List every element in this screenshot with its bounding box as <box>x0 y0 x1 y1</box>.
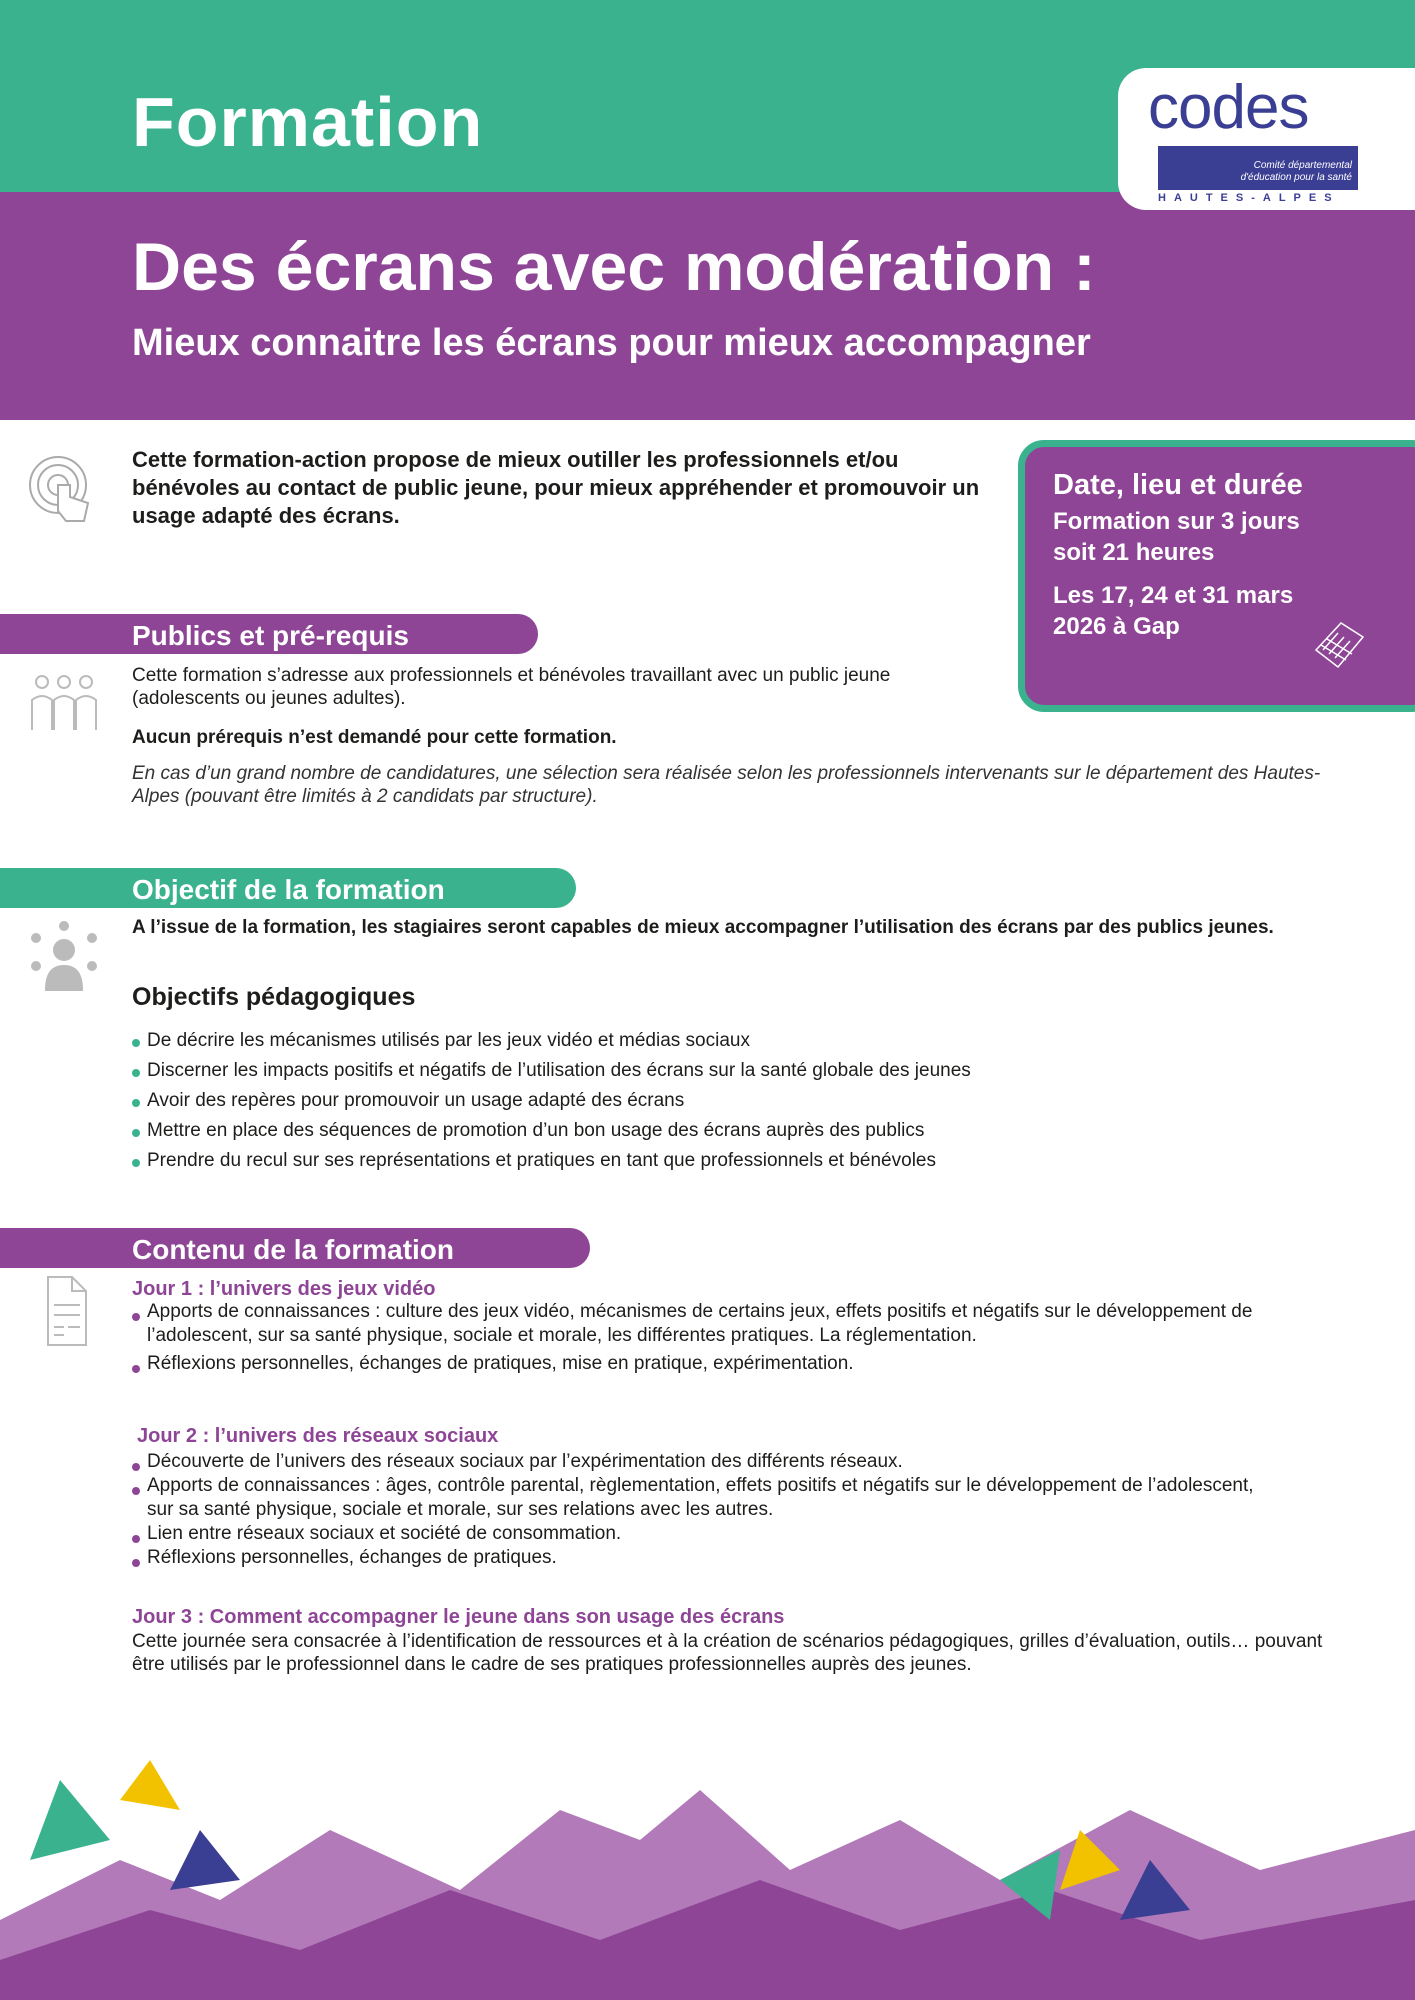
list-item: Avoir des repères pour promouvoir un usage adapté des écrans <box>132 1086 971 1116</box>
intro-text: Cette formation-action propose de mieux outiller les professionnels et/ou bénévoles au contact de public jeune, pour mieux appréhender et promouvoir un usage adapté des écrans. <box>132 447 980 528</box>
network-person-icon <box>28 920 100 992</box>
list-item: Apports de connaissances : âges, contrôle parental, règlementation, effets positifs et négatifs sur le développement de l’adolescent, sur sa santé physique, sociale et morale, sur ses relations avec les autres. <box>132 1474 1262 1522</box>
list-item: Lien entre réseaux sociaux et société de consommation. <box>132 1522 1262 1546</box>
list-item: Discerner les impacts positifs et négatifs de l’utilisation des écrans sur la santé globale des jeunes <box>132 1056 971 1086</box>
list-item: Mettre en place des séquences de promotion d’un bon usage des écrans auprès des publics <box>132 1116 971 1146</box>
list-item: Réflexions personnelles, échanges de pratiques, mise en pratique, expérimentation. <box>132 1352 1332 1376</box>
date-box: Date, lieu et durée Formation sur 3 jours soit 21 heures Les 17, 24 et 31 mars 2026 à Gap <box>1018 440 1415 712</box>
mountains-decoration <box>0 1720 1415 2000</box>
section-objectif: Objectif de la formation <box>0 868 576 908</box>
list-item: De décrire les mécanismes utilisés par les jeux vidéo et médias sociaux <box>132 1026 971 1056</box>
codes-logo: codes Comité départemental d'éducation pour la santé HAUTES-ALPES <box>1118 68 1415 210</box>
list-item: Réflexions personnelles, échanges de pratiques. <box>132 1546 1262 1570</box>
list-item: Découverte de l’univers des réseaux sociaux par l’expérimentation des différents réseaux. <box>132 1450 1262 1474</box>
section-contenu: Contenu de la formation <box>0 1228 590 1268</box>
objectives-list <box>132 1026 971 1176</box>
document-icon <box>28 1275 100 1347</box>
calendar-icon <box>1311 615 1371 675</box>
people-icon <box>28 670 100 742</box>
kicker: Formation <box>132 83 484 161</box>
page-subtitle: Mieux connaitre les écrans pour mieux accompagner <box>132 322 1091 364</box>
section-publics: Publics et pré-requis <box>0 614 538 654</box>
list-item: Prendre du recul sur ses représentations et pratiques en tant que professionnels et bénévoles <box>132 1146 971 1176</box>
touch-hand-icon <box>28 455 100 527</box>
list-item: Apports de connaissances : culture des jeux vidéo, mécanismes de certains jeux, effets positifs et négatifs sur le développement de l’adolescent, sur sa santé physique, sociale et morale, les différentes pratiques. La réglementation. <box>132 1300 1332 1348</box>
page-title: Des écrans avec modération : <box>132 229 1096 305</box>
header-band-purple <box>0 192 1415 420</box>
